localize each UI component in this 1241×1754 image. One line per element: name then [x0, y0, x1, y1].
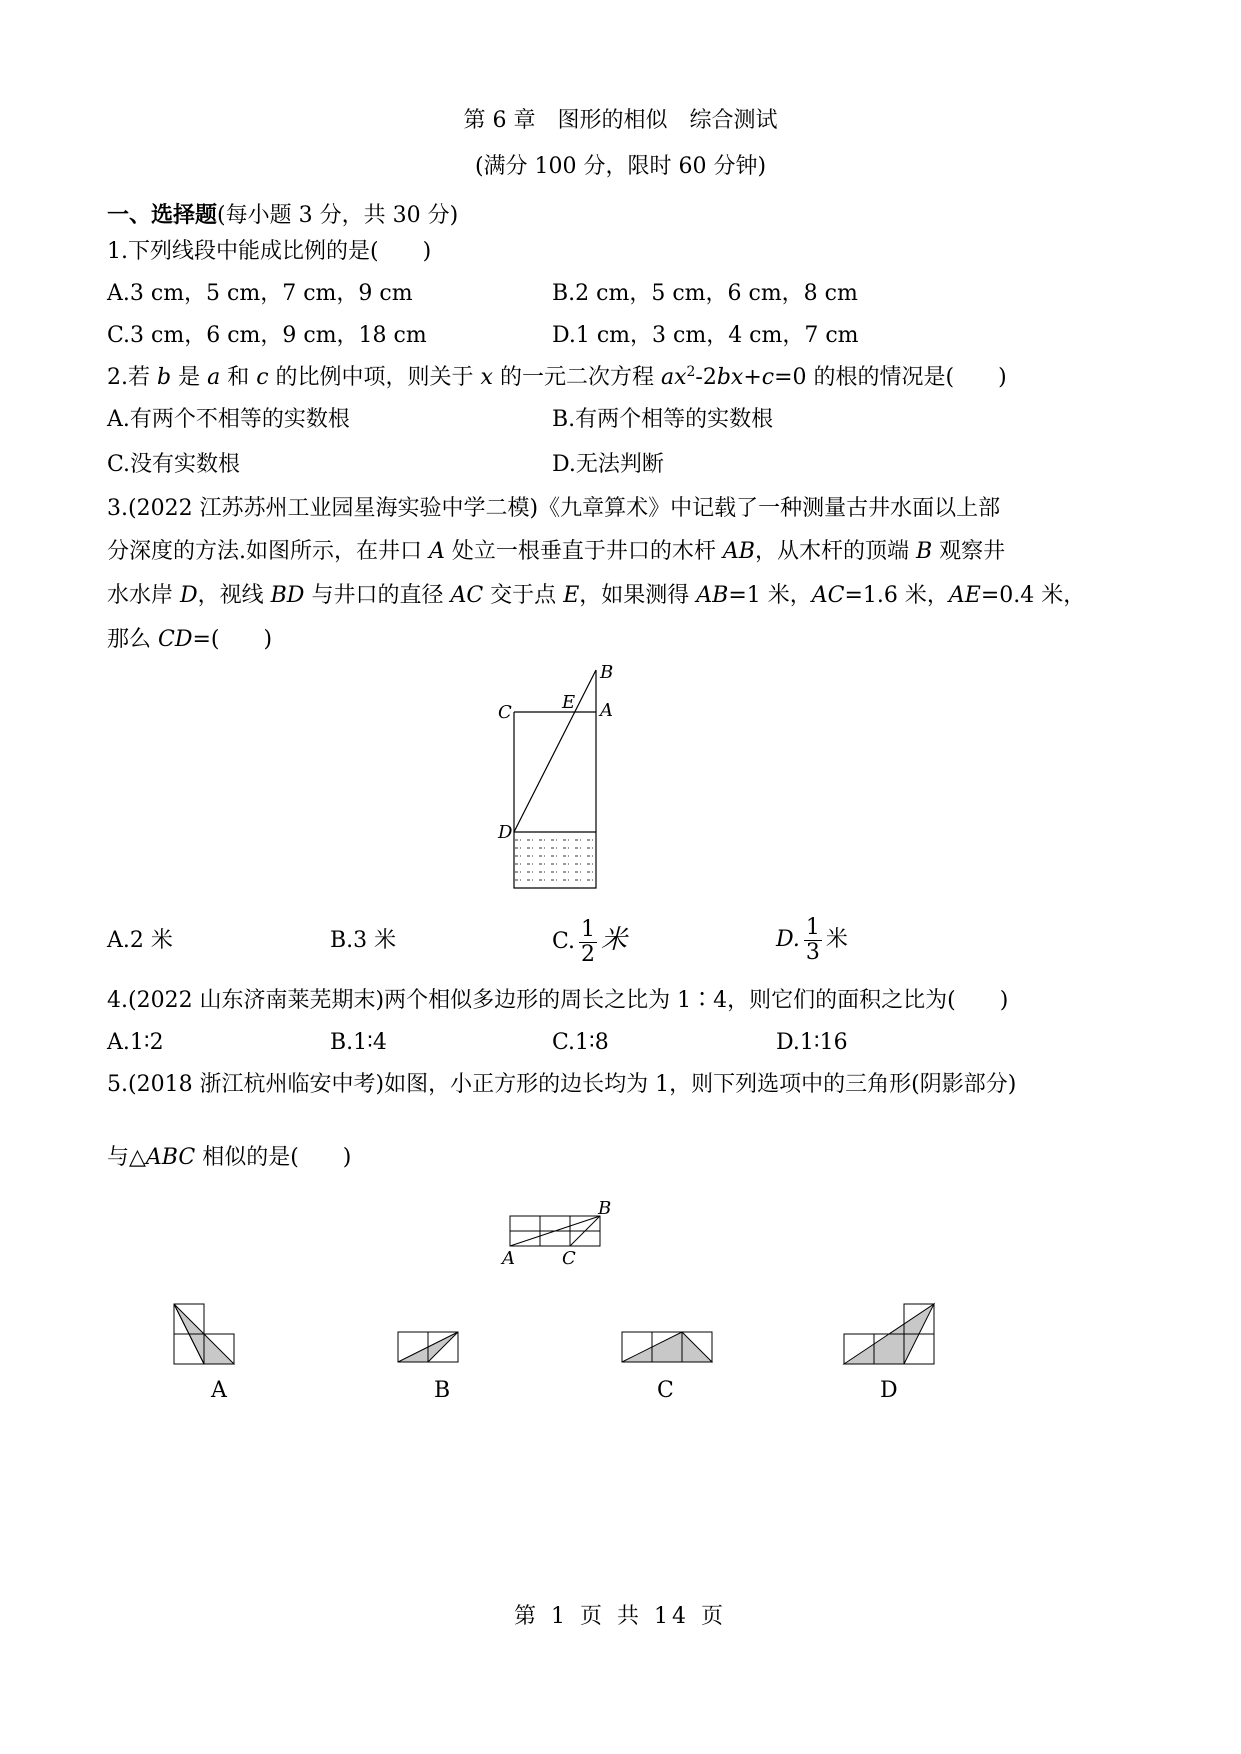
reference-grid-abc — [490, 1196, 620, 1268]
fraction-denominator: 3 — [805, 939, 820, 965]
q3-option-a: A.2 米 — [107, 928, 173, 953]
q2-var: c — [256, 365, 269, 390]
page-footer: 第 1 页 共 14 页 — [514, 1604, 727, 1629]
q3-var: D — [180, 583, 198, 608]
q3-text: ，从木杆的顶端 — [754, 539, 916, 564]
label-b: B — [600, 662, 614, 683]
q5-option-c-label: C — [657, 1378, 674, 1403]
q2-option-c: C.没有实数根 — [107, 452, 241, 477]
sight-line-bd — [514, 670, 596, 832]
q5-option-b-figure — [394, 1328, 460, 1368]
q2-eq: + — [743, 365, 762, 390]
q5-option-b-label: B — [434, 1378, 451, 1403]
q5-line-2 — [107, 1143, 351, 1173]
q3-text: 交于点 — [483, 583, 564, 608]
label-b: B — [598, 1198, 612, 1219]
label-c: C — [498, 702, 512, 723]
q3-line-1: 3.(2022 江苏苏州工业园星海实验中学二模)《九章算术》中记载了一种测量古井水面以上部 — [107, 496, 1001, 521]
q2-var: a — [207, 365, 221, 390]
q3-line-3 — [107, 581, 1085, 611]
q5-stem: 5.(2018 浙江杭州临安中考)如图，小正方形的边长均为 1，则下列选项中的三角形(阴影部分) — [107, 1072, 1017, 1097]
q5-text: 相似的是( ) — [195, 1145, 352, 1170]
q3-text: 与井口的直径 — [304, 583, 451, 608]
q3-var: AC — [811, 583, 845, 608]
label-d: D — [498, 822, 513, 843]
q1-stem: 1.下列线段中能成比例的是( ) — [107, 239, 432, 264]
q3-var: A — [429, 539, 445, 564]
q5-option-c-figure — [618, 1328, 718, 1368]
label-e: E — [562, 692, 576, 713]
q3-var: AC — [450, 583, 484, 608]
q2-eq: c — [761, 365, 775, 390]
q5-option-a-figure — [170, 1300, 240, 1370]
q4-option-d: D.1∶16 — [776, 1030, 848, 1055]
q3-var: B — [915, 539, 933, 564]
q3-option-c-unit: 米 — [601, 925, 628, 955]
q2-option-b: B.有两个相等的实数根 — [552, 407, 774, 432]
fraction-one-third — [804, 916, 822, 965]
q3-var: E — [563, 583, 580, 608]
q5-option-a-label: A — [211, 1378, 227, 1403]
q2-text: 是 — [171, 365, 208, 390]
q3-var: AB — [722, 539, 755, 564]
section-heading-note: (每小题 3 分，共 30 分) — [217, 203, 459, 228]
q1-option-b: B.2 cm，5 cm，6 cm，8 cm — [552, 281, 858, 306]
q3-var: AB — [696, 583, 729, 608]
label-a: A — [502, 1248, 515, 1268]
q2-text: 2.若 — [107, 365, 157, 390]
q3-text: 水水岸 — [107, 583, 180, 608]
q3-text: 分深度的方法.如图所示，在井口 — [107, 539, 429, 564]
q2-var: b — [156, 365, 172, 390]
q4-stem: 4.(2022 山东济南莱芜期末)两个相似多边形的周长之比为 1∶4，则它们的面积之比为( ) — [107, 988, 1009, 1013]
q4-option-a: A.1∶2 — [107, 1030, 164, 1055]
q3-option-d-unit: 米 — [825, 927, 848, 952]
q5-var: ABC — [145, 1145, 196, 1170]
q2-eq: bx — [716, 365, 744, 390]
water-region — [514, 832, 596, 888]
q3-option-d — [776, 914, 848, 966]
q3-option-c-prefix: C. — [552, 929, 576, 954]
q5-option-d-label: D — [880, 1378, 898, 1403]
q3-text: =( ) — [192, 627, 273, 652]
fraction-one-half — [579, 918, 597, 967]
q1-option-a: A.3 cm，5 cm，7 cm，9 cm — [107, 281, 413, 306]
q3-text: =1.6 米， — [844, 583, 949, 608]
fraction-numerator: 1 — [581, 916, 596, 942]
q2-option-a: A.有两个不相等的实数根 — [107, 407, 350, 432]
q2-eq: -2 — [695, 365, 717, 390]
label-c: C — [562, 1248, 576, 1268]
q2-option-d: D.无法判断 — [552, 452, 664, 477]
q5-option-d-figure — [840, 1300, 940, 1370]
q3-var: AE — [948, 583, 981, 608]
section-heading-title: 一、选择题 — [107, 202, 218, 228]
q2-stem — [107, 363, 1007, 393]
section-heading — [107, 200, 458, 231]
q2-eq-sup: 2 — [686, 364, 696, 380]
well-diagram — [490, 660, 630, 900]
q3-text: ，视线 — [197, 583, 271, 608]
page-subtitle: (满分 100 分，限时 60 分钟) — [474, 154, 767, 179]
fraction-denominator: 2 — [581, 941, 596, 967]
q3-text: ，如果测得 — [579, 583, 697, 608]
q3-var: CD — [158, 627, 193, 652]
q1-option-c: C.3 cm，6 cm，9 cm，18 cm — [107, 323, 427, 348]
q2-eq: ax — [660, 365, 687, 390]
label-a: A — [600, 700, 613, 721]
q3-option-b: B.3 米 — [330, 928, 397, 953]
q3-line-4 — [107, 625, 272, 655]
q3-line-2 — [107, 537, 1005, 567]
q4-option-b: B.1∶4 — [330, 1030, 387, 1055]
q3-option-c — [552, 914, 627, 968]
q3-text: =1 米， — [728, 583, 812, 608]
q1-option-d: D.1 cm，3 cm，4 cm，7 cm — [552, 323, 859, 348]
q2-text: 的一元二次方程 — [492, 365, 661, 390]
q5-text: 与△ — [107, 1145, 146, 1170]
q4-option-c: C.1∶8 — [552, 1030, 609, 1055]
page-title: 第 6 章 图形的相似 综合测试 — [463, 108, 778, 133]
q2-text: 和 — [220, 365, 257, 390]
q2-text: 的比例中项，则关于 — [268, 365, 481, 390]
q3-var: BD — [270, 583, 305, 608]
q2-var: x — [480, 365, 493, 390]
q3-text: 观察井 — [932, 539, 1006, 564]
q2-text: =0 的根的情况是( ) — [774, 365, 1007, 390]
fraction-numerator: 1 — [805, 914, 820, 940]
q3-option-d-prefix: D. — [776, 927, 800, 952]
q3-text: =0.4 米， — [980, 583, 1086, 608]
q3-text: 那么 — [107, 627, 158, 652]
q3-text: 处立一根垂直于井口的木杆 — [444, 539, 723, 564]
